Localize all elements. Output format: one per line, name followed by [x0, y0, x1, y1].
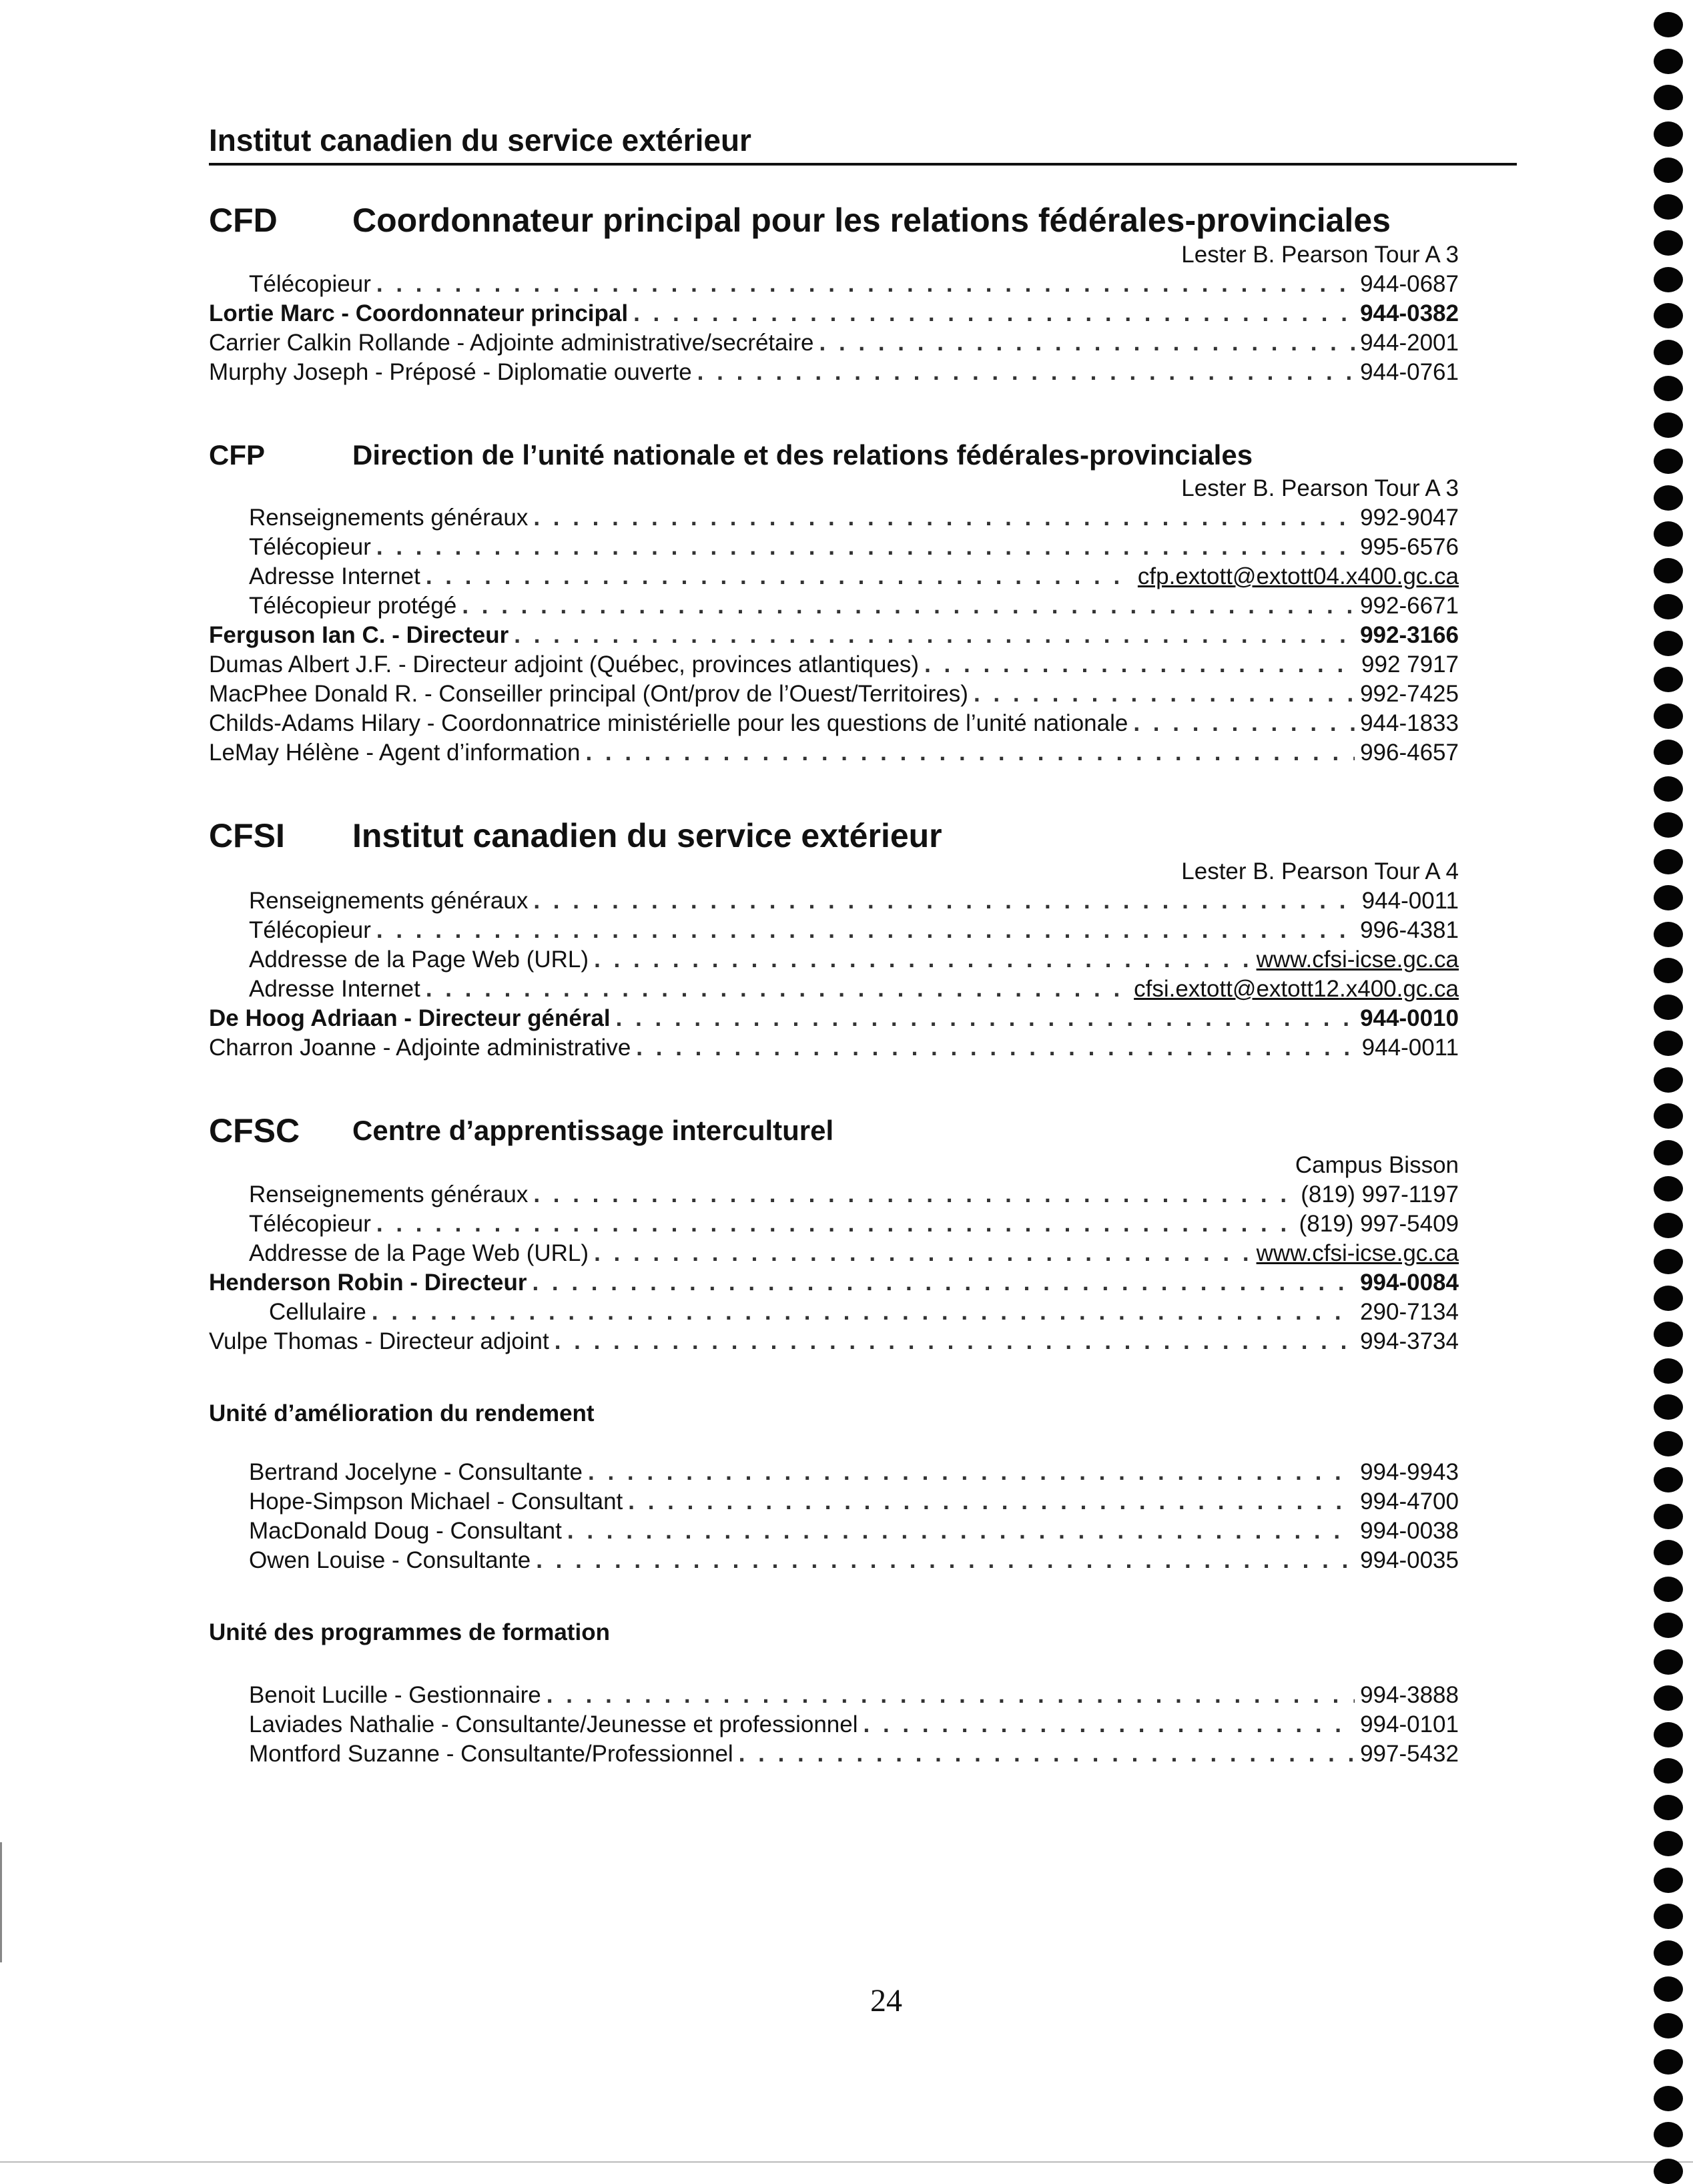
directory-entry: Adresse Internet . . . cfp.extott@extott04.x400.gc.ca [249, 562, 1459, 591]
section-code: CFP [209, 439, 265, 471]
email-link[interactable]: cfp.extott@extott04.x400.gc.ca [1137, 563, 1459, 589]
binding-hole [1654, 2049, 1683, 2075]
section-location: Lester B. Pearson Tour A 4 [1181, 858, 1459, 884]
binding-hole [1654, 12, 1683, 37]
section-location: Lester B. Pearson Tour A 3 [1181, 475, 1459, 501]
subsection-title: Unité d’amélioration du rendement [209, 1400, 595, 1426]
binding-hole [1654, 1904, 1683, 1929]
binding-hole [1654, 740, 1683, 765]
binding-hole [1654, 1031, 1683, 1056]
binding-hole [1654, 1540, 1683, 1565]
binding-hole [1654, 2159, 1683, 2184]
directory-entry: Télécopieur protégé . . . 992-6671 [249, 591, 1459, 621]
binding-hole [1654, 1940, 1683, 1966]
binding-hole [1654, 1722, 1683, 1747]
binding-hole [1654, 704, 1683, 729]
section-code: CFSC [209, 1112, 300, 1149]
section-title: Institut canadien du service extérieur [352, 817, 942, 854]
binding-hole [1654, 1577, 1683, 1602]
binding-hole [1654, 1467, 1683, 1492]
binding-hole [1654, 230, 1683, 256]
binding-hole [1654, 1322, 1683, 1347]
binding-hole [1654, 303, 1683, 328]
binding-hole [1654, 1649, 1683, 1675]
section-location: Lester B. Pearson Tour A 3 [1181, 242, 1459, 268]
binding-hole [1654, 776, 1683, 802]
binding-hole [1654, 1431, 1683, 1456]
binding-hole [1654, 194, 1683, 220]
binding-hole [1654, 413, 1683, 438]
email-link[interactable]: cfsi.extott@extott12.x400.gc.ca [1134, 976, 1459, 1002]
running-header [209, 120, 1517, 166]
binding-hole [1654, 922, 1683, 947]
binding-hole [1654, 558, 1683, 583]
directory-entry: Lortie Marc - Coordonnateur principal . . . 944-0382 [209, 299, 1459, 328]
directory-entry: Bertrand Jocelyne - Consultante . . . 994-9943 [249, 1458, 1459, 1487]
binding-hole [1654, 1176, 1683, 1201]
binding-hole [1654, 1685, 1683, 1711]
binding-hole [1654, 267, 1683, 292]
section-title: Centre d’apprentissage interculturel [352, 1115, 834, 1146]
section-title: Coordonnateur principal pour les relations fédérales-provinciales [352, 202, 1391, 239]
subsection-title: Unité des programmes de formation [209, 1619, 610, 1645]
binding-hole [1654, 1394, 1683, 1420]
directory-entry: MacPhee Donald R. - Conseiller principal (Ont/prov de l’Ouest/Territoires) . . . 992-7425 [209, 679, 1459, 709]
directory-entry: Télécopieur . . . (819) 997-5409 [249, 1209, 1459, 1239]
scan-edge-mark [0, 1842, 2, 1962]
section-code: CFD [209, 202, 278, 239]
directory-entry: Addresse de la Page Web (URL) . . . www.cfsi-icse.gc.ca [249, 945, 1459, 975]
directory-entry: Télécopieur . . . 996-4381 [249, 916, 1459, 945]
binding-hole [1654, 2013, 1683, 2038]
binding-hole [1654, 1286, 1683, 1311]
running-header-title: Institut canadien du service extérieur [209, 123, 751, 158]
binding-hole [1654, 849, 1683, 874]
binding-hole [1654, 1140, 1683, 1165]
directory-entry: Adresse Internet . . . cfsi.extott@extott12.x400.gc.ca [249, 975, 1459, 1004]
directory-entry: Télécopieur . . . 944-0687 [249, 270, 1459, 299]
binding-hole [1654, 85, 1683, 110]
section-title: Direction de l’unité nationale et des relations fédérales-provinciales [352, 439, 1253, 471]
spiral-binding [1654, 0, 1688, 2183]
directory-entry: Montford Suzanne - Consultante/Professionnel . . . 997-5432 [249, 1739, 1459, 1769]
directory-entry: Télécopieur . . . 995-6576 [249, 533, 1459, 562]
binding-hole [1654, 521, 1683, 547]
directory-entry: Cellulaire . . . 290-7134 [269, 1298, 1459, 1327]
binding-hole [1654, 667, 1683, 692]
binding-hole [1654, 1067, 1683, 1093]
binding-hole [1654, 376, 1683, 401]
binding-hole [1654, 1613, 1683, 1638]
directory-entry: Henderson Robin - Directeur . . . 994-0084 [209, 1268, 1459, 1298]
bottom-edge-line [0, 2161, 1693, 2163]
section-code: CFSI [209, 817, 285, 854]
directory-entry: Ferguson Ian C. - Directeur . . . 992-3166 [209, 621, 1459, 650]
directory-entry: LeMay Hélène - Agent d’information . . . 996-4657 [209, 738, 1459, 768]
binding-hole [1654, 1213, 1683, 1238]
binding-hole [1654, 1831, 1683, 1856]
directory-entry: Addresse de la Page Web (URL) . . . www.cfsi-icse.gc.ca [249, 1239, 1459, 1268]
web-link[interactable]: www.cfsi-icse.gc.ca [1256, 946, 1459, 973]
directory-entry: Dumas Albert J.F. - Directeur adjoint (Québec, provinces atlantiques) . . . 992 7917 [209, 650, 1459, 679]
directory-entry: Renseignements généraux . . . (819) 997-1197 [249, 1180, 1459, 1209]
directory-entry: Benoit Lucille - Gestionnaire . . . 994-3888 [249, 1681, 1459, 1710]
section-location: Campus Bisson [1295, 1152, 1459, 1178]
directory-entry: Childs-Adams Hilary - Coordonnatrice ministérielle pour les questions de l’unité nationale . . . 944-1833 [209, 709, 1459, 738]
binding-hole [1654, 1868, 1683, 1893]
binding-hole [1654, 885, 1683, 910]
binding-hole [1654, 49, 1683, 74]
binding-hole [1654, 1103, 1683, 1129]
binding-hole [1654, 1976, 1683, 2002]
page-number: 24 [870, 1983, 902, 2018]
binding-hole [1654, 485, 1683, 511]
binding-hole [1654, 812, 1683, 838]
binding-hole [1654, 340, 1683, 365]
binding-hole [1654, 2122, 1683, 2147]
binding-hole [1654, 1758, 1683, 1784]
directory-entry: Murphy Joseph - Préposé - Diplomatie ouverte . . . 944-0761 [209, 358, 1459, 387]
directory-entry: Hope-Simpson Michael - Consultant . . . 994-4700 [249, 1487, 1459, 1517]
directory-entry: Laviades Nathalie - Consultante/Jeunesse et professionnel . . . 994-0101 [249, 1710, 1459, 1739]
directory-entry: De Hoog Adriaan - Directeur général . . . 944-0010 [209, 1004, 1459, 1033]
binding-hole [1654, 158, 1683, 183]
directory-entry: MacDonald Doug - Consultant . . . 994-0038 [249, 1517, 1459, 1546]
directory-entry: Vulpe Thomas - Directeur adjoint . . . 994-3734 [209, 1327, 1459, 1356]
binding-hole [1654, 121, 1683, 147]
binding-hole [1654, 958, 1683, 983]
binding-hole [1654, 594, 1683, 619]
binding-hole [1654, 995, 1683, 1020]
directory-entry: Charron Joanne - Adjointe administrative . . . 944-0011 [209, 1033, 1459, 1063]
binding-hole [1654, 1795, 1683, 1820]
binding-hole [1654, 449, 1683, 474]
directory-entry: Owen Louise - Consultante . . . 994-0035 [249, 1546, 1459, 1575]
directory-entry: Renseignements généraux . . . 944-0011 [249, 886, 1459, 916]
binding-hole [1654, 631, 1683, 656]
directory-entry: Carrier Calkin Rollande - Adjointe administrative/secrétaire . . . 944-2001 [209, 328, 1459, 358]
web-link[interactable]: www.cfsi-icse.gc.ca [1256, 1240, 1459, 1266]
binding-hole [1654, 1249, 1683, 1274]
binding-hole [1654, 1358, 1683, 1384]
directory-entry: Renseignements généraux . . . 992-9047 [249, 503, 1459, 533]
binding-hole [1654, 1504, 1683, 1529]
binding-hole [1654, 2086, 1683, 2111]
